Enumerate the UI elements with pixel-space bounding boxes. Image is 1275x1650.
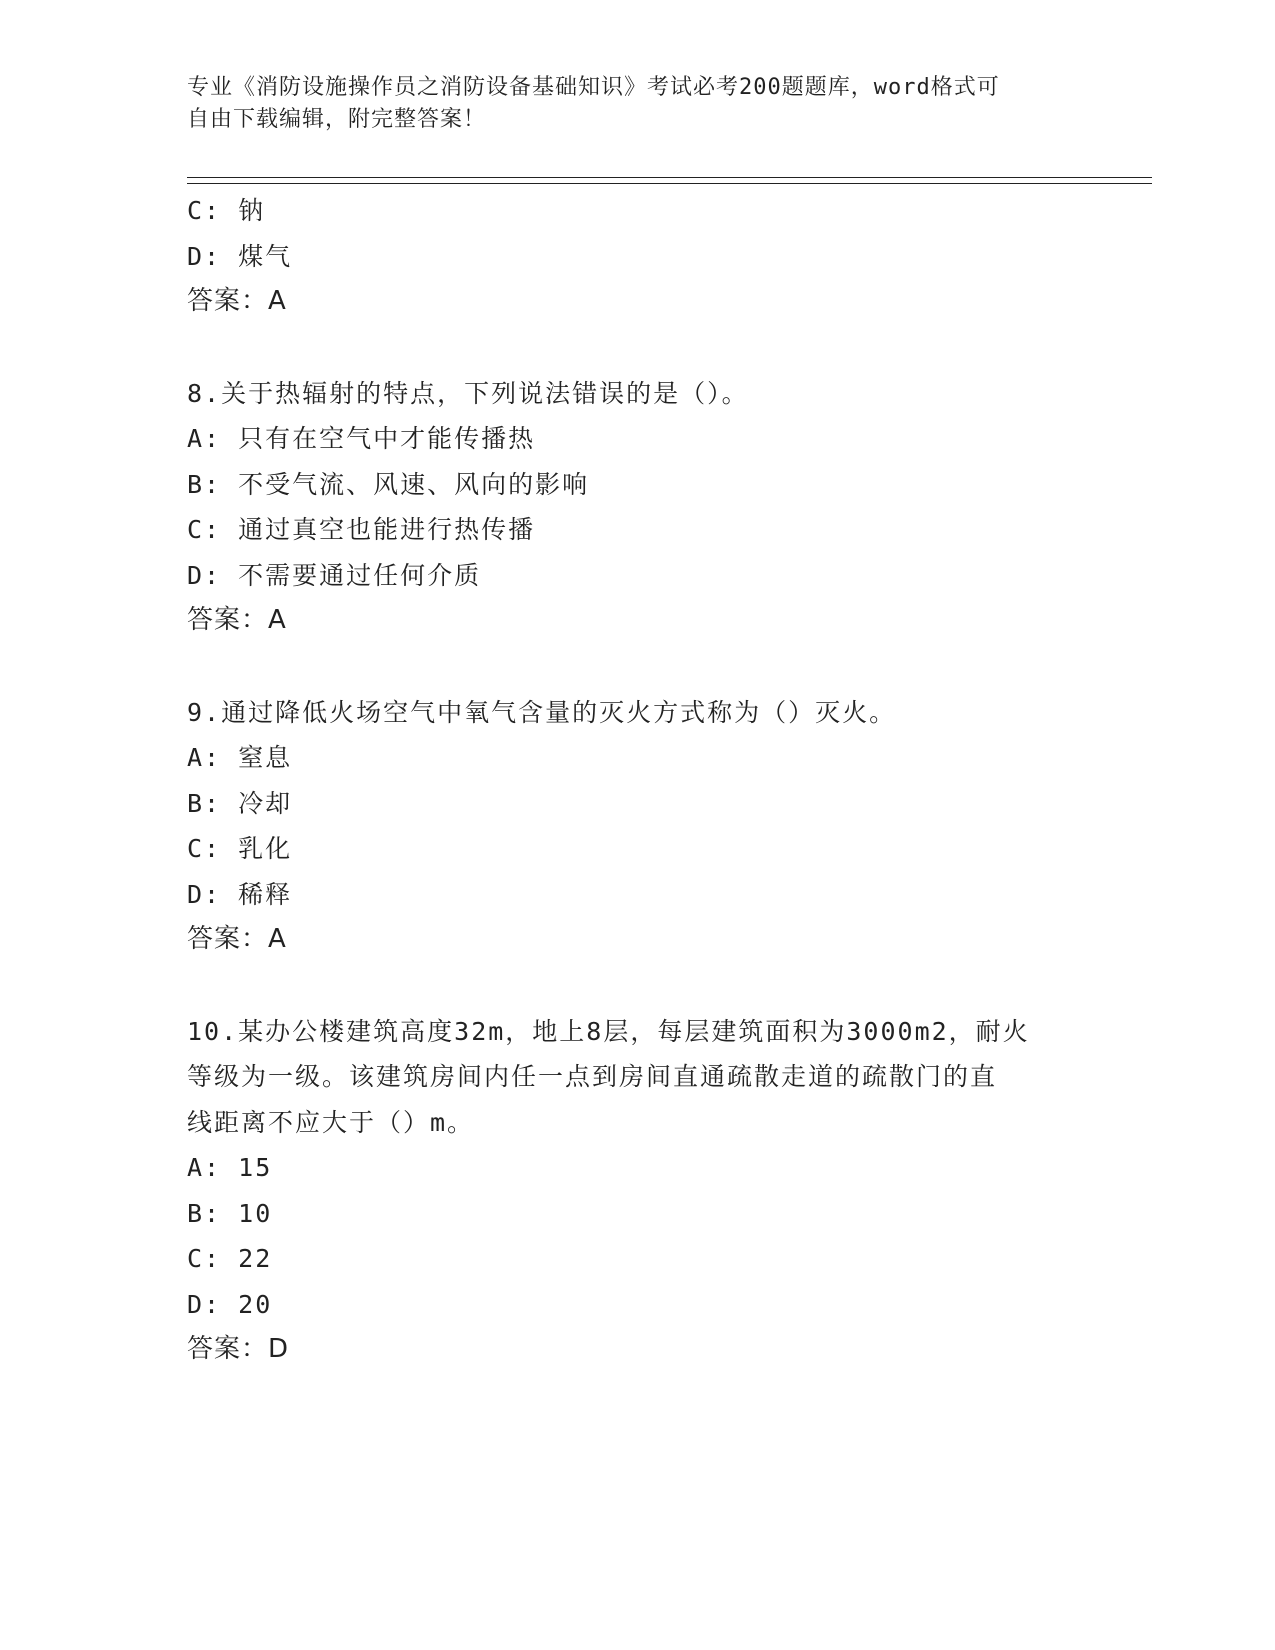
question-text-line-2: 等级为一级。该建筑房间内任一点到房间直通疏散走道的疏散门的直 xyxy=(187,1062,998,1091)
answer-label: 答案：D xyxy=(187,1334,290,1364)
question-10 xyxy=(187,1009,1087,1373)
option-d: D: 20 xyxy=(187,1289,273,1319)
option-d: D: 煤气 xyxy=(187,241,293,271)
option-b: B: 10 xyxy=(187,1198,273,1228)
option-d: D: 不需要通过任何介质 xyxy=(187,560,482,590)
answer-label: 答案：A xyxy=(187,924,287,954)
option-c: C: 钠 xyxy=(187,196,266,225)
option-a: A: 只有在空气中才能传播热 xyxy=(187,424,536,453)
answer-label: 答案：A xyxy=(187,605,287,635)
document-header xyxy=(187,72,1067,136)
question-8 xyxy=(187,371,1087,644)
header-title-line-1: 专业《消防设施操作员之消防设备基础知识》考试必考200题题库，word格式可 xyxy=(187,75,1000,100)
option-c: C: 22 xyxy=(187,1244,273,1273)
answer-label: 答案：A xyxy=(187,286,287,316)
option-b: B: 不受气流、风速、风向的影响 xyxy=(187,469,590,499)
spacer xyxy=(187,644,1087,690)
question-7-tail xyxy=(187,188,1087,325)
question-text: 9.通过降低火场空气中氧气含量的灭火方式称为（）灭火。 xyxy=(187,697,897,727)
option-d: D: 稀释 xyxy=(187,879,293,909)
question-text-line-3: 线距离不应大于（）m。 xyxy=(187,1107,475,1137)
spacer xyxy=(187,325,1087,371)
spacer xyxy=(187,963,1087,1009)
question-9 xyxy=(187,690,1087,963)
header-title-line-2: 自由下载编辑，附完整答案！ xyxy=(187,107,487,132)
question-list xyxy=(187,188,1087,1373)
option-c: C: 通过真空也能进行热传播 xyxy=(187,515,536,544)
header-divider-bottom xyxy=(187,183,1152,184)
option-a: A: 15 xyxy=(187,1153,273,1182)
header-divider-top xyxy=(187,177,1152,178)
question-text-line-1: 10.某办公楼建筑高度32m，地上8层，每层建筑面积为3000m2，耐火 xyxy=(187,1016,1030,1046)
option-c: C: 乳化 xyxy=(187,834,293,863)
option-b: B: 冷却 xyxy=(187,788,293,818)
option-a: A: 窒息 xyxy=(187,743,293,772)
question-text: 8.关于热辐射的特点，下列说法错误的是（）。 xyxy=(187,378,749,408)
